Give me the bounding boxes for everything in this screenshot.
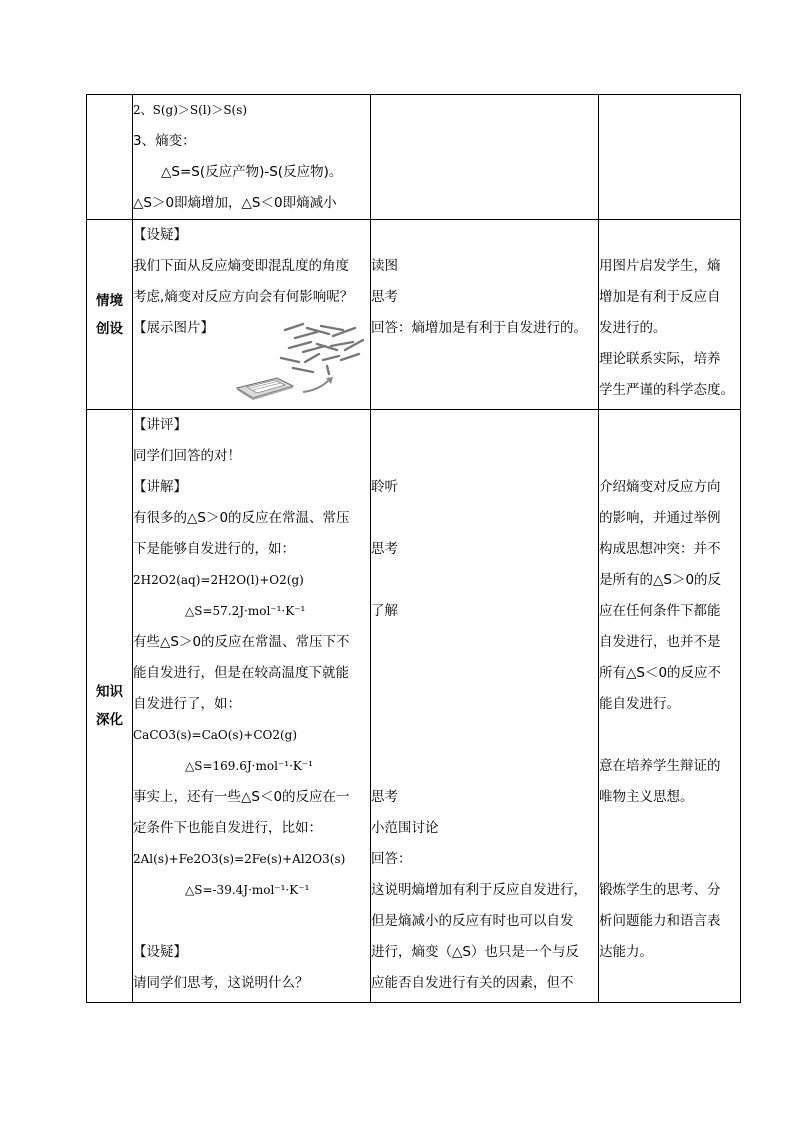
intent-cell bbox=[599, 95, 741, 220]
content-cell bbox=[133, 220, 371, 410]
text-line: 【讲解】 bbox=[133, 479, 187, 495]
intent-cell bbox=[599, 220, 741, 410]
content-cell bbox=[133, 410, 371, 1003]
text-line: 析问题能力和语言表 bbox=[599, 913, 721, 929]
text-line: 是所有的△S＞0的反 bbox=[599, 572, 722, 588]
text-line: 回答：熵增加是有利于自发进行的。 bbox=[371, 320, 587, 336]
text-line: 请同学们思考，这说明什么？ bbox=[133, 975, 309, 991]
text-line: △S＞0即熵增加，△S＜0即熵减小 bbox=[133, 195, 337, 211]
text-line: 介绍熵变对反应方向 bbox=[599, 479, 721, 495]
row-entropy-definition bbox=[87, 95, 741, 220]
stage-label-line: 知识 bbox=[96, 684, 123, 700]
stage-label-line: 创设 bbox=[96, 320, 123, 337]
text-line: 定条件下也能自发进行，比如： bbox=[133, 820, 322, 836]
text-line: 自发进行了，如： bbox=[133, 696, 241, 712]
text-line: 思考 bbox=[371, 789, 398, 805]
stage-label-line: 深化 bbox=[96, 712, 123, 728]
entropy-value: △S=-39.4J·mol⁻¹·K⁻¹ bbox=[185, 883, 310, 897]
lesson-plan-table bbox=[86, 94, 741, 1003]
student-activity-cell bbox=[371, 95, 599, 220]
text-line: 应能否自发进行有关的因素，但不 bbox=[371, 975, 574, 991]
text-line: 【展示图片】 bbox=[133, 320, 214, 336]
content-cell bbox=[133, 95, 371, 220]
text-line: 事实上，还有一些△S＜0的反应在一 bbox=[133, 789, 350, 805]
text-line: 聆听 bbox=[371, 479, 398, 495]
text-line: 能自发进行，但是在较高温度下就能 bbox=[133, 665, 349, 681]
matches-scatter-illustration bbox=[233, 320, 368, 400]
text-line: 了解 bbox=[371, 603, 398, 619]
text-line: 【设疑】 bbox=[133, 227, 187, 243]
text-line: 思考 bbox=[371, 541, 398, 557]
text-line: 同学们回答的对！ bbox=[133, 448, 241, 464]
entropy-value: △S=57.2J·mol⁻¹·K⁻¹ bbox=[185, 604, 306, 618]
text-line: 进行，熵变（△S）也只是一个与反 bbox=[371, 944, 579, 960]
intent-cell bbox=[599, 410, 741, 1003]
text-line: 能自发进行。 bbox=[599, 696, 680, 712]
text-line: △S=S(反应产物)-S(反应物)。 bbox=[161, 164, 343, 180]
text-line: 3、熵变： bbox=[133, 133, 196, 149]
text-line: 应在任何条件下都能 bbox=[599, 603, 721, 619]
text-line: 构成思想冲突：并不 bbox=[599, 541, 721, 557]
student-activity-cell bbox=[371, 410, 599, 1003]
text-line: 理论联系实际，培养 bbox=[599, 351, 721, 367]
text-line: 【设疑】 bbox=[133, 944, 187, 960]
text-line: 但是熵减小的反应有时也可以自发 bbox=[371, 913, 574, 929]
stage-label bbox=[87, 410, 133, 1003]
text-line: 这说明熵增加有利于反应自发进行， bbox=[371, 882, 587, 898]
stage-cell-empty bbox=[87, 95, 133, 220]
text-line: 读图 bbox=[371, 258, 398, 274]
row-deepening bbox=[87, 410, 741, 1003]
text-line: 下是能够自发进行的，如： bbox=[133, 541, 295, 557]
row-situation bbox=[87, 220, 741, 410]
text-line: 回答： bbox=[371, 851, 412, 867]
text-line: 我们下面从反应熵变即混乱度的角度 bbox=[133, 258, 349, 274]
stage-label bbox=[87, 220, 133, 410]
equation-line: CaCO3(s)=CaO(s)+CO2(g) bbox=[133, 728, 298, 742]
text-line: 锻炼学生的思考、分 bbox=[599, 882, 721, 898]
text-line: 思考 bbox=[371, 289, 398, 305]
text-line: 唯物主义思想。 bbox=[599, 789, 694, 805]
text-line: 用图片启发学生，熵 bbox=[599, 258, 721, 274]
text-line: 意在培养学生辩证的 bbox=[599, 758, 721, 774]
text-line: 2、S(g)＞S(l)＞S(s) bbox=[133, 103, 248, 117]
equation-line: 2Al(s)+Fe2O3(s)=2Fe(s)+Al2O3(s) bbox=[133, 852, 346, 866]
student-activity-cell bbox=[371, 220, 599, 410]
text-line: 自发进行，也并不是 bbox=[599, 634, 721, 650]
spacer bbox=[133, 906, 370, 937]
text-line: 增加是有利于反应自 bbox=[599, 289, 721, 305]
text-line: 【讲评】 bbox=[133, 417, 187, 433]
text-line: 考虑,熵变对反应方向会有何影响呢？ bbox=[133, 289, 354, 305]
stage-label-line: 情境 bbox=[96, 292, 123, 309]
text-line: 发进行的。 bbox=[599, 320, 667, 336]
text-line: 所有△S＜0的反应不 bbox=[599, 665, 722, 681]
entropy-value: △S=169.6J·mol⁻¹·K⁻¹ bbox=[185, 759, 313, 773]
text-line: 有很多的△S＞0的反应在常温、常压 bbox=[133, 510, 350, 526]
text-line: 达能力。 bbox=[599, 944, 653, 960]
text-line: 学生严谨的科学态度。 bbox=[599, 382, 734, 398]
text-line: 小范围讨论 bbox=[371, 820, 439, 836]
equation-line: 2H2O2(aq)=2H2O(l)+O2(g) bbox=[133, 573, 304, 587]
text-line: 有些△S＞0的反应在常温、常压下不 bbox=[133, 634, 350, 650]
text-line: 的影响，并通过举例 bbox=[599, 510, 721, 526]
